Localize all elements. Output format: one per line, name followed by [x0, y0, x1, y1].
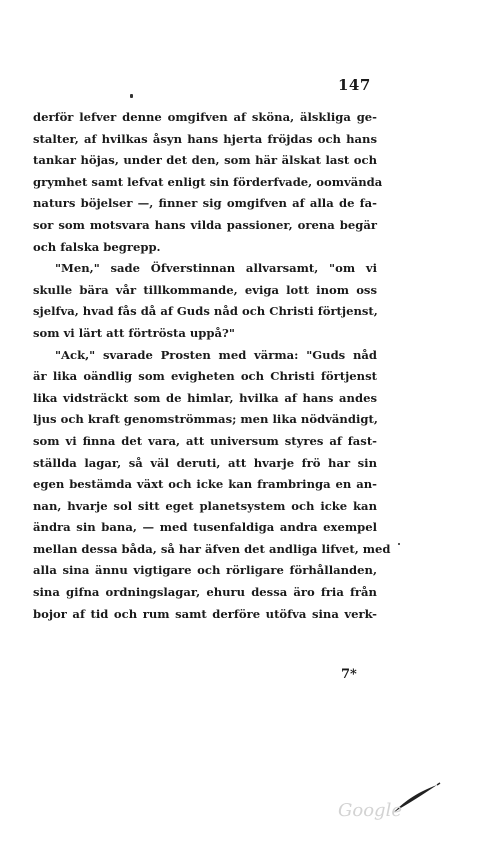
- text-line: och falska begrepp.: [33, 239, 161, 254]
- text-line: grymhet samt lefvat enligt sin förderfvade, oomvända: [33, 174, 383, 189]
- text-line: egen bestämda växt och icke kan frambringa en an-: [33, 477, 377, 492]
- text-line: sjelfva, hvad fås då af Guds nåd och Christi förtjenst,: [33, 304, 378, 319]
- text-line: alla sina ännu vigtigare och rörligare förhållanden,: [33, 563, 377, 578]
- text-line: "Ack," svarade Prosten med värma: "Guds nåd: [55, 347, 377, 362]
- signature-mark: 7*: [341, 667, 357, 682]
- text-line: lika vidsträckt som de himlar, hvilka af hans andes: [33, 390, 377, 405]
- text-line: ställda lagar, så väl deruti, att hvarje frö har sin: [33, 455, 377, 470]
- text-line: nan, hvarje sol sitt eget planetsystem och icke kan: [33, 498, 377, 513]
- ink-speck: [398, 543, 400, 545]
- text-line: skulle bära vår tillkommande, eviga lott inom oss: [33, 282, 377, 297]
- text-line: naturs böjelser —, finner sig omgifven af alla de fa-: [33, 196, 377, 211]
- text-line: som vi lärt att förtrösta uppå?": [33, 325, 235, 340]
- text-line: bojor af tid och rum samt derföre utöfva sina verk-: [33, 606, 377, 621]
- page-number: 147: [338, 76, 371, 94]
- text-line: ändra sin bana, — med tusenfaldiga andra exempel: [33, 520, 377, 535]
- text-line: "Men," sade Öfverstinnan allvarsamt, "om vi: [55, 261, 377, 276]
- text-line: stalter, af hvilkas åsyn hans hjerta fröjdas och hans: [33, 131, 377, 146]
- text-line: tankar höjas, under det den, som här älskat last och: [33, 153, 377, 168]
- text-line: sor som motsvara hans vilda passioner, orena begär: [33, 217, 377, 232]
- text-line: mellan dessa båda, så har äfven det andliga lifvet, med: [33, 541, 391, 556]
- text-line: ljus och kraft genomströmmas; men lika nödvändigt,: [33, 412, 378, 427]
- text-line: är lika oändlig som evigheten och Christi förtjenst: [33, 369, 377, 384]
- text-line: sina gifna ordningslagar, ehuru dessa äro fria från: [33, 585, 377, 600]
- text-line: som vi finna det vara, att universum styres af fast-: [33, 433, 377, 448]
- ink-mark: [130, 94, 133, 98]
- watermark-text: Google: [338, 800, 402, 821]
- body-text: [33, 107, 391, 625]
- text-line: derför lefver denne omgifven af sköna, älskliga ge-: [33, 110, 377, 124]
